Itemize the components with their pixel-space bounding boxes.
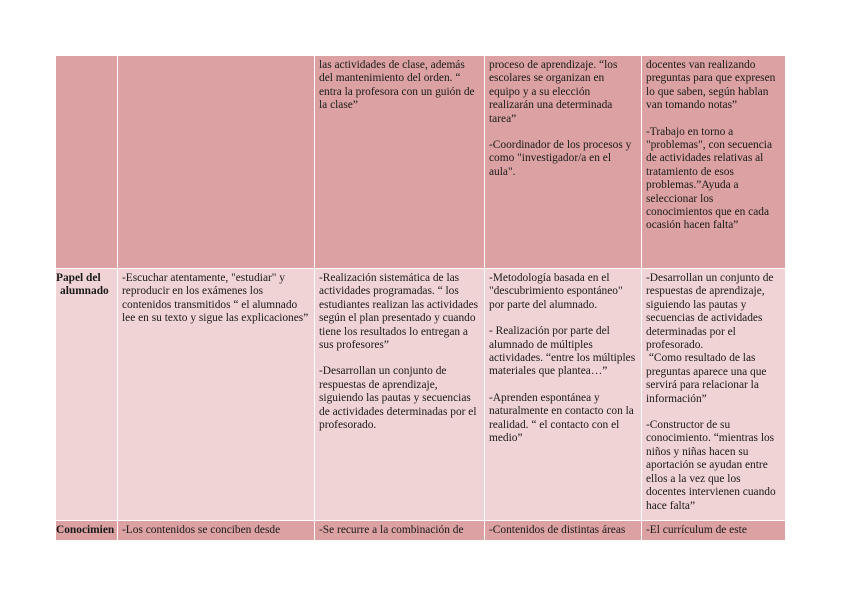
cell-paragraph: proceso de aprendizaje. “los escolares se organizan en equipo y a su elección realizarán una determinada tarea” [489, 59, 618, 125]
table-cell [118, 269, 315, 521]
cell-paragraph: -Escuchar atentamente, "estudiar" y reproducir en los exámenes los contenidos transmitidos “ el alumnado lee en su texto y sigue las explicaciones” [122, 272, 309, 325]
table-cell [118, 521, 315, 541]
row-label-cell: Conocimien [56, 521, 118, 541]
table-cell [642, 269, 786, 521]
cell-paragraph: -Trabajo en torno a "problemas", con secuencia de actividades relativas al tratamiento de esos problemas.”Ayuda a seleccionar los conocimientos que en cada ocasión hacen falta” [646, 125, 773, 232]
comparison-table [55, 55, 786, 541]
cell-paragraph: -Se recurre a la combinación de [319, 524, 464, 536]
table-cell [485, 269, 642, 521]
cell-paragraph: -Aprenden espontánea y naturalmente en contacto con la realidad. “ el contacto con el medio” [489, 391, 634, 445]
cell-paragraph: las actividades de clase, además del mantenimiento del orden. “ entra la profesora con un guión de la clase” [319, 59, 475, 112]
cell-paragraph: -Realización sistemática de las actividades programadas. “ los estudiantes realizan las actividades según el plan presentado y cuando tiene los resultados lo entregan a sus profesores” [319, 272, 479, 352]
cell-paragraph: -Los contenidos se conciben desde [122, 524, 281, 536]
table-cell [315, 269, 485, 521]
table-row [56, 521, 786, 541]
cell-paragraph: docentes van realizando preguntas para que expresen lo que saben, según hablan van tomando notas” [646, 59, 776, 112]
row-label-cell [56, 56, 118, 269]
table-cell [118, 56, 315, 269]
cell-paragraph: - Realización por parte del alumnado de múltiples actividades. “entre los múltiples materiales que plantea…” [489, 325, 636, 378]
table-cell [315, 521, 485, 541]
table-cell [642, 56, 786, 269]
cell-paragraph: -Coordinador de los procesos y como "investigador/a en el aula". [489, 139, 632, 178]
table-row [56, 269, 786, 521]
cell-paragraph: -Desarrollan un conjunto de respuestas de aprendizaje, siguiendo las pautas y secuencias de actividades determinadas por el profesorado. [319, 365, 477, 432]
cell-paragraph: -Contenidos de distintas áreas [489, 524, 626, 536]
table-cell [642, 521, 786, 541]
cell-paragraph: -El currículum de este [646, 524, 747, 536]
table-cell [485, 521, 642, 541]
table-cell [315, 56, 485, 269]
table-row [56, 56, 786, 269]
cell-paragraph: -Constructor de su conocimiento. “mientras los niños y niñas hacen su aportación se ayudan entre ellos a la vez que los docentes intervienen cuando hace falta” [646, 419, 776, 512]
cell-paragraph: -Desarrollan un conjunto de respuestas de aprendizaje, siguiendo las pautas y secuencias de actividades determinadas por el profesorado. “Como resultado de las preguntas aparece una que servirá para relacionar la información” [646, 272, 774, 405]
cell-paragraph: -Metodología basada en el "descubrimiento espontáneo" por parte del alumnado. [489, 272, 623, 311]
row-label-cell [56, 269, 118, 521]
table-cell [485, 56, 642, 269]
row-label: Papel del alumnado [56, 272, 109, 298]
